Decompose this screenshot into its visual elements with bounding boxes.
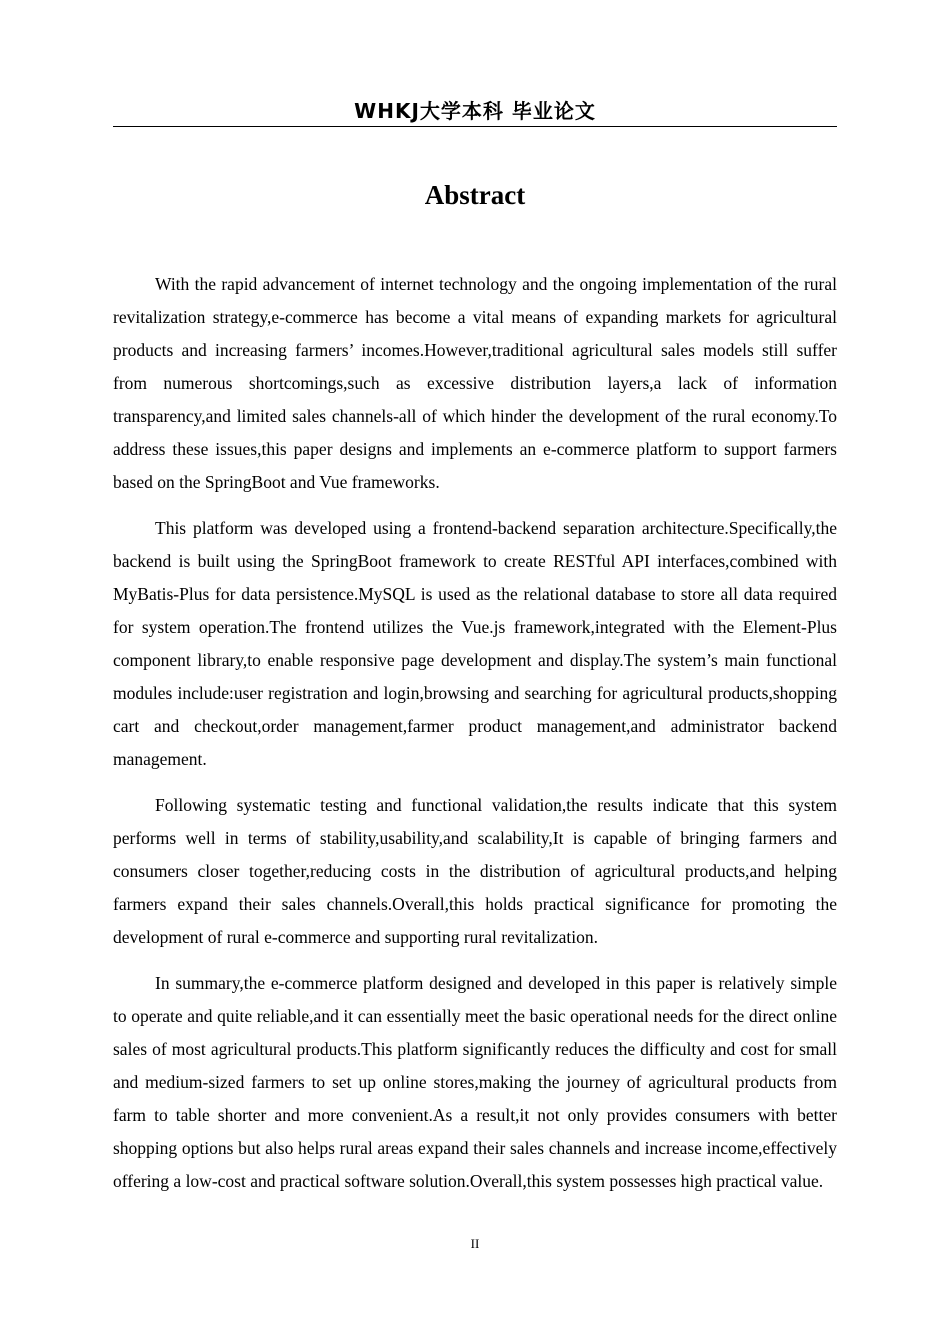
abstract-paragraph: In summary,the e-commerce platform designed and developed in this paper is relatively simple to operate and quite reliable,and it can essentially meet the basic operational needs for the direct online sales of most agricultural products.This platform significantly reduces the difficulty and cost for small and medium-sized farmers to set up online stores,making the journey of agricultural products from farm to table shorter and more convenient.As a result,it not only provides consumers with better shopping options but also helps rural areas expand their sales channels and increase income,effectively offering a low-cost and practical software solution.Overall,this system possesses high practical value. [113,973,837,1191]
page-number: II [470,1236,480,1251]
page-header: WHKJ大学本科 毕业论文 [354,99,596,123]
abstract-title: Abstract [424,180,526,210]
abstract-paragraph: Following systematic testing and functional validation,the results indicate that this system performs well in terms of stability,usability,and scalability,It is capable of bringing farmers and consumers closer together,reducing costs in the distribution of agricultural products,and helping farmers expand their sales channels.Overall,this holds practical significance for promoting the development of rural e-commerce and supporting rural revitalization. [113,795,837,947]
abstract-paragraph: With the rapid advancement of internet technology and the ongoing implementation of the rural revitalization strategy,e-commerce has become a vital means of expanding markets for agricultural products and increasing farmers’ incomes.However,traditional agricultural sales models still suffer from numerous shortcomings,such as excessive distribution layers,a lack of information transparency,and limited sales channels-all of which hinder the development of the rural economy.To address these issues,this paper designs and implements an e-commerce platform to support farmers based on the SpringBoot and Vue frameworks. [113,274,837,492]
header-divider [113,126,837,127]
abstract-body [113,268,837,1211]
abstract-paragraph: This platform was developed using a frontend-backend separation architecture.Specifically,the backend is built using the SpringBoot framework to create RESTful API interfaces,combined with MyBatis-Plus for data persistence.MySQL is used as the relational database to store all data required for system operation.The frontend utilizes the Vue.js framework,integrated with the Element-Plus component library,to enable responsive page development and display.The system’s main functional modules include:user registration and login,browsing and searching for agricultural products,shopping cart and checkout,order management,farmer product management,and administrator backend management. [113,518,837,769]
